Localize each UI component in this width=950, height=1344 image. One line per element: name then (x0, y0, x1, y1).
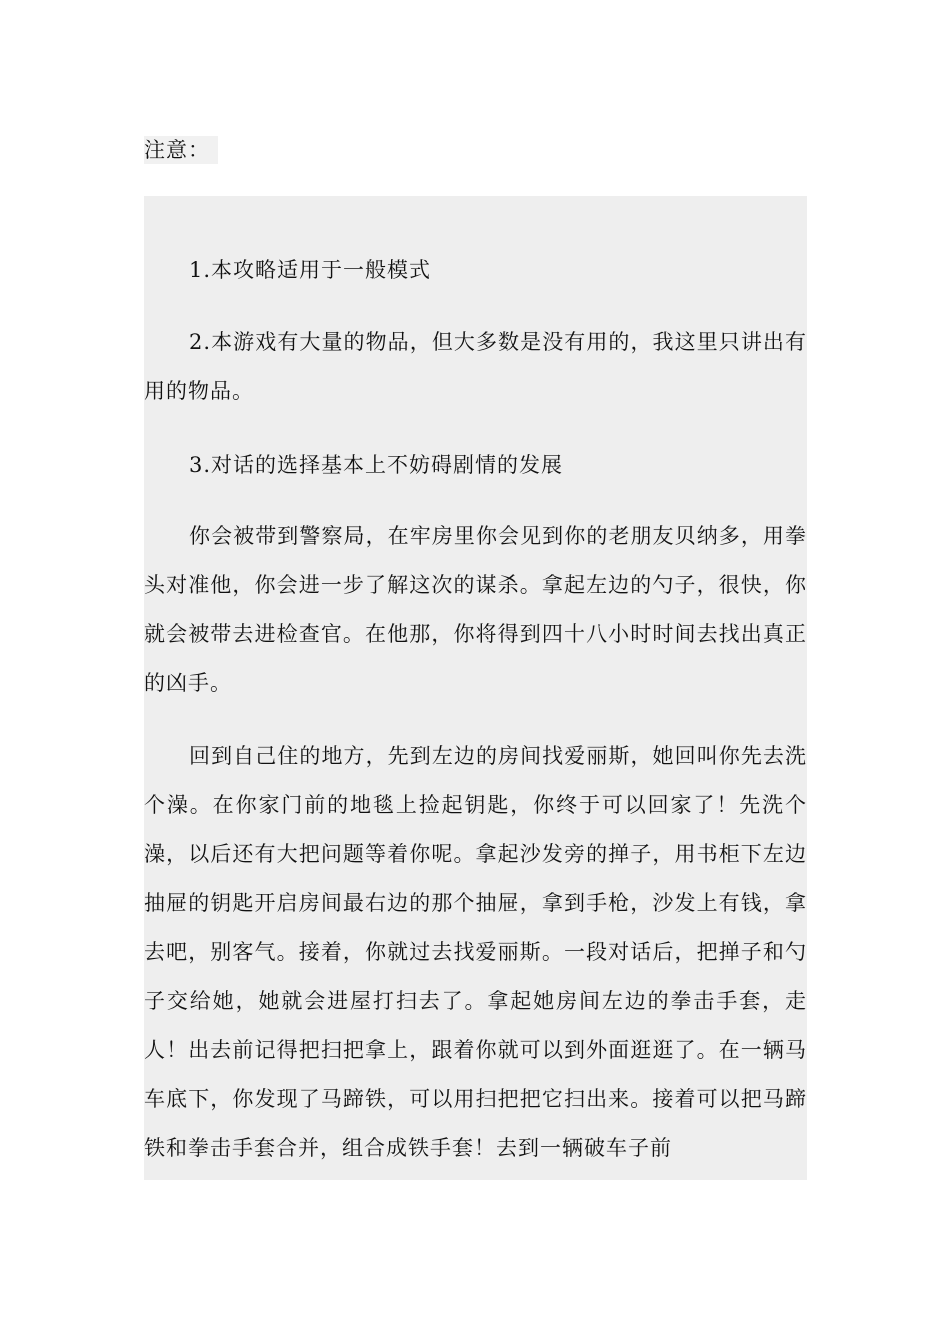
paragraph-home: 回到自己住的地方，先到左边的房间找爱丽斯，她回叫你先去洗个澡。在你家门前的地毯上捡起钥匙，你终于可以回家了！先洗个澡，以后还有大把问题等着你呢。拿起沙发旁的掸子，用书柜下左边抽屉的钥匙开启房间最右边的那个抽屉，拿到手枪，沙发上有钱，拿去吧，别客气。接着，你就过去找爱丽斯。一段对话后，把掸子和勺子交给她，她就会进屋打扫去了。拿起她房间左边的拳击手套，走人！出去前记得把扫把拿上，跟着你就可以到外面逛逛了。在一辆马车底下，你发现了马蹄铁，可以用扫把把它扫出来。接着可以把马蹄铁和拳击手套合并，组合成铁手套！去到一辆破车子前 (144, 744, 807, 1160)
guide-content (144, 196, 807, 1180)
paragraph-police-station: 你会被带到警察局，在牢房里你会见到你的老朋友贝纳多，用拳头对准他，你会进一步了解这次的谋杀。拿起左边的勺子，很快，你就会被带去进检查官。在他那，你将得到四十八小时时间去找出真正的凶手。 (144, 524, 807, 695)
paragraph-mode-note: 1.本攻略适用于一般模式 (189, 258, 432, 282)
note-heading: 注意： (144, 136, 218, 164)
paragraph-items-note: 2.本游戏有大量的物品，但大多数是没有用的，我这里只讲出有用的物品。 (144, 330, 807, 403)
paragraph-dialogue-note: 3.对话的选择基本上不妨碍剧情的发展 (189, 453, 564, 477)
